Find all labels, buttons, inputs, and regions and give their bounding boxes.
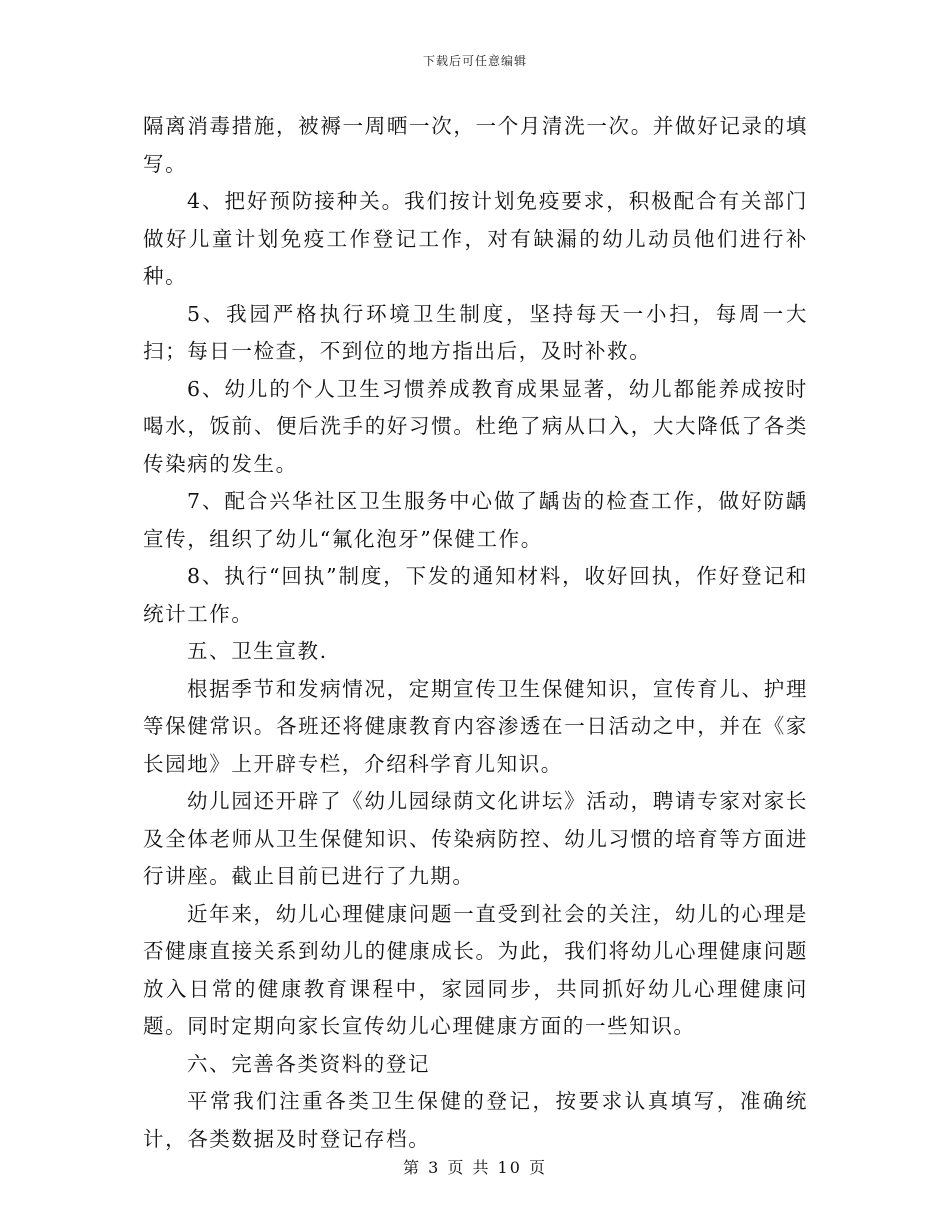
page-header: 下载后可任意编辑 — [422, 54, 527, 68]
paragraph: 5、我园严格执行环境卫生制度，坚持每天一小扫，每周一大扫；每日一检查，不到位的地方指出后，及时补救。 — [143, 301, 808, 363]
paragraph: 平常我们注重各类卫生保健的登记，按要求认真填写，准确统计，各类数据及时登记存档。 — [143, 1089, 808, 1151]
section-heading: 六、完善各类资料的登记 — [187, 1051, 431, 1076]
paragraph: 8、执行“回执”制度，下发的通知材料，收好回执，作好登记和统计工作。 — [143, 564, 808, 626]
section-heading: 五、卫生宣教. — [187, 639, 328, 663]
document-body — [143, 108, 808, 1158]
paragraph: 6、幼儿的个人卫生习惯养成教育成果显著，幼儿都能养成按时喝水，饭前、便后洗手的好习惯。杜绝了病从口入，大大降低了各类传染病的发生。 — [143, 376, 808, 476]
paragraph: 4、把好预防接种关。我们按计划免疫要求，积极配合有关部门做好儿童计划免疫工作登记工作，对有缺漏的幼儿动员他们进行补种。 — [143, 189, 808, 288]
paragraph: 根据季节和发病情况，定期宣传卫生保健知识，宣传育儿、护理等保健常识。各班还将健康教育内容渗透在一日活动之中，并在《家长园地》上开辟专栏，介绍科学育儿知识。 — [143, 676, 808, 776]
paragraph: 隔离消毒措施，被褥一周晒一次，一个月清洗一次。并做好记录的填写。 — [143, 114, 808, 176]
paragraph: 近年来，幼儿心理健康问题一直受到社会的关注，幼儿的心理是否健康直接关系到幼儿的健康成长。为此，我们将幼儿心理健康问题放入日常的健康教育课程中，家园同步，共同抓好幼儿心理健康问题。同时定期向家长宣传幼儿心理健康方面的一些知识。 — [143, 901, 808, 1038]
page-number-footer: 第 3 页 共 10 页 — [403, 1158, 547, 1177]
paragraph: 幼儿园还开辟了《幼儿园绿荫文化讲坛》活动，聘请专家对家长及全体老师从卫生保健知识、传染病防控、幼儿习惯的培育等方面进行讲座。截止目前已进行了九期。 — [143, 789, 808, 888]
paragraph: 7、配合兴华社区卫生服务中心做了龋齿的检查工作，做好防龋宣传，组织了幼儿“氟化泡牙”保健工作。 — [143, 489, 808, 551]
